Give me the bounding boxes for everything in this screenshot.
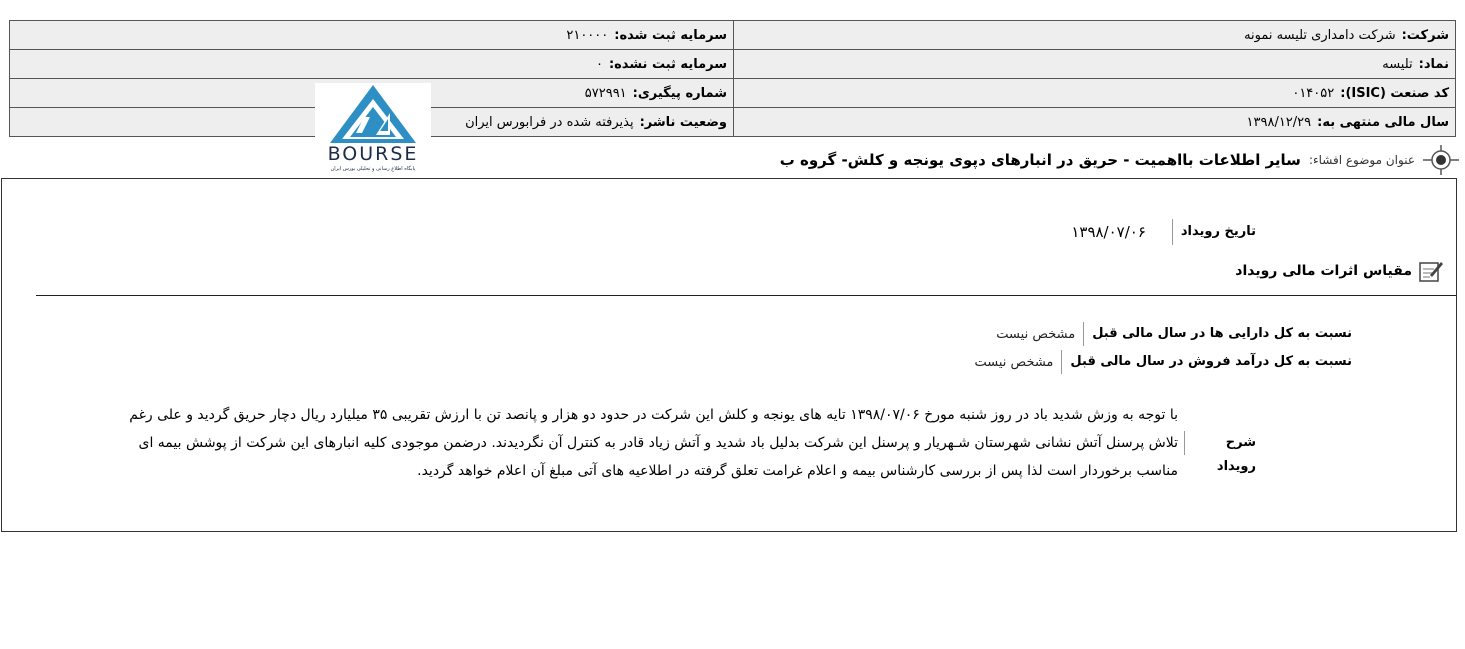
capital-unregistered-value: ۰ [595, 56, 603, 72]
subject-label: عنوان موضوع افشاء: [1308, 153, 1415, 167]
triangle-24-icon [328, 83, 418, 145]
edit-note-icon [1418, 259, 1444, 283]
tracking-value: ۵۷۲۹۹۱ [584, 85, 627, 101]
publisher-status-label: وضعیت ناشر: [639, 114, 727, 130]
bourse-logo [315, 83, 431, 189]
capital-registered-label: سرمایه ثبت شده: [614, 27, 727, 43]
info-row-1 [10, 21, 1456, 50]
ratio-sales-value: مشخص نیست [974, 354, 1054, 370]
company-cell [734, 21, 1456, 50]
financial-effects-title-text: مقیاس اثرات مالی رویداد [1235, 263, 1412, 279]
capital-registered-value: ۲۱۰۰۰۰ [566, 27, 609, 43]
company-info-table [9, 20, 1456, 137]
isic-cell [734, 79, 1456, 108]
capital-unregistered-cell [10, 50, 734, 79]
ratio-sales-row [974, 350, 1352, 374]
info-row-3 [10, 79, 1456, 108]
symbol-value: تلیسه [1382, 56, 1413, 72]
logo-wordmark: BOURSE [327, 143, 419, 165]
event-date-row [1071, 219, 1256, 245]
event-date-value: ۱۳۹۸/۰۷/۰۶ [1071, 223, 1146, 241]
target-bullet-icon [1423, 145, 1459, 175]
fiscal-year-value: ۱۳۹۸/۱۲/۲۹ [1246, 114, 1312, 130]
fiscal-year-label: سال مالی منتهی به: [1317, 114, 1449, 130]
subject-text: سایر اطلاعات بااهمیت - حریق در انبارهای دپوی یونجه و کلش- گروه ب [779, 151, 1301, 169]
company-value: شرکت دامداری تلیسه نمونه [1244, 27, 1396, 43]
ratio-assets-label: نسبت به کل دارایی ها در سال مالی قبل [1083, 322, 1352, 346]
ratio-sales-label: نسبت به کل درآمد فروش در سال مالی قبل [1061, 350, 1352, 374]
company-label: شرکت: [1401, 27, 1449, 43]
event-description-label: شرح رویداد [1184, 431, 1256, 455]
symbol-label: نماد: [1418, 56, 1449, 72]
financial-effects-title [1235, 259, 1444, 283]
fiscal-year-cell [734, 108, 1456, 137]
publisher-status-value: پذیرفته شده در فرابورس ایران [465, 114, 634, 130]
info-row-4 [10, 108, 1456, 137]
isic-label: کد صنعت (ISIC): [1340, 85, 1449, 101]
event-description-row [122, 401, 1256, 485]
symbol-cell [734, 50, 1456, 79]
disclosure-subject [780, 143, 1459, 177]
ratio-assets-row [996, 322, 1352, 346]
event-description-text: با توجه به وزش شدید باد در روز شنبه مورخ ۱۳۹۸/۰۷/۰۶ تایه های یونجه و کلش این شرکت در حدود دو هزار و پانصد تن با ارزش تقریبی ۳۵ میلیارد ریال دچار حریق گردید و علی رغم تلاش پرسنل آتش نشانی شهرستان شـهریار و پرسنل این شرکت بدلیل باد شدید و آتش زیاد قادر به کنترل آن نگردیدند. درضمن موجودی کلیه انبارهای این شرکت از پوشش بیمه ای مناسب برخوردار است لذا پس از بررسی کارشناس بیمه و اعلام غرامت تعلق گرفته در اطلاعیه های آتی مبلغ آن اعلام خواهد گردید. [129, 407, 1178, 479]
capital-unregistered-label: سرمایه ثبت نشده: [608, 56, 727, 72]
event-date-label: تاریخ رویداد [1172, 219, 1256, 245]
ratio-assets-value: مشخص نیست [996, 326, 1076, 342]
isic-value: ۰۱۴۰۵۲ [1292, 85, 1335, 101]
section-divider [36, 295, 1456, 296]
capital-registered-cell [10, 21, 734, 50]
logo-subtitle: پایگاه اطلاع رسانی و تحلیلی بورس ایران [330, 166, 416, 172]
event-content-box [1, 178, 1457, 532]
info-row-2 [10, 50, 1456, 79]
tracking-label: شماره پیگیری: [632, 85, 727, 101]
